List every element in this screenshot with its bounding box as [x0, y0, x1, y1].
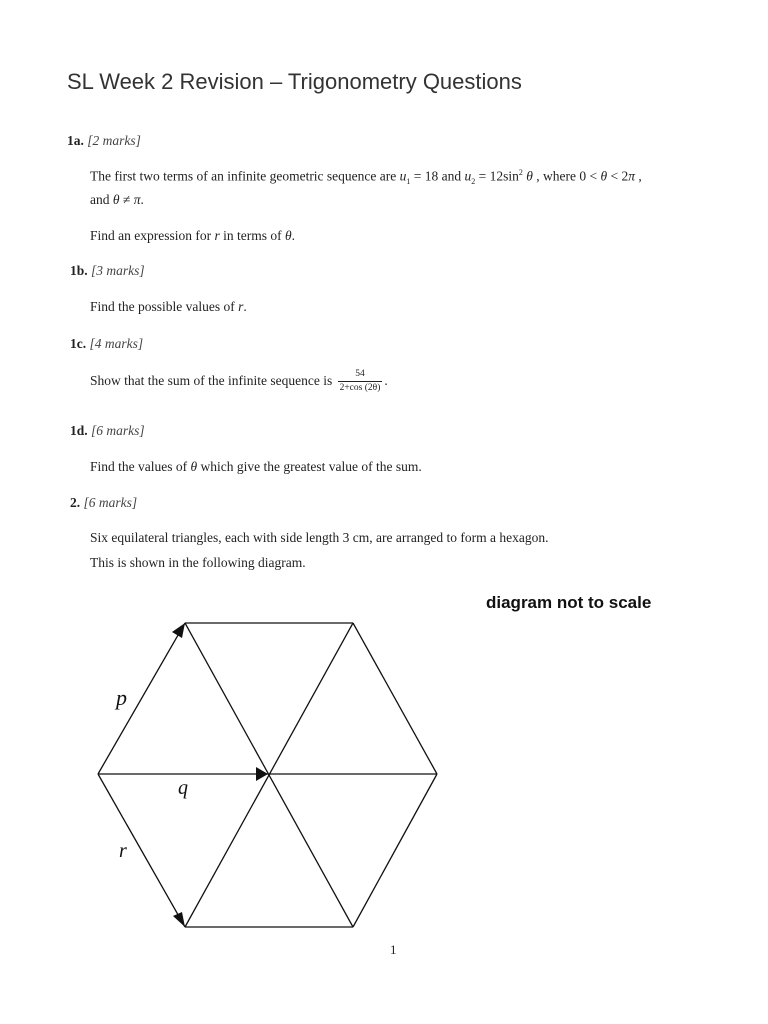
- question-1a-line-1: The first two terms of an infinite geometric sequence are $u_1 = 18$ and $u_2 = 12\sin^2$ θ , where 0 < θ < 2π ,: [90, 168, 642, 187]
- arrowhead-r: [173, 912, 185, 927]
- question-2-line-2: This is shown in the following diagram.: [90, 555, 306, 570]
- question-2-line-1: Six equilateral triangles, each with side length 3 cm, are arranged to form a hexagon.: [90, 530, 549, 545]
- question-1a-line-3: Find an expression for r in terms of θ.: [90, 228, 296, 243]
- marks-label: [4 marks]: [89, 336, 144, 351]
- hexagon-edge-upper-right: [353, 623, 437, 774]
- marks-label: [6 marks]: [91, 423, 145, 438]
- question-1b-text: Find the possible values of r.: [90, 299, 247, 314]
- hexagon-edge-lower-left: [98, 774, 185, 927]
- question-number: 1b.: [70, 263, 88, 278]
- question-number: 1d.: [70, 423, 88, 438]
- page-title: SL Week 2 Revision – Trigonometry Questions: [67, 69, 522, 94]
- question-number: 1a.: [67, 133, 84, 148]
- vector-label-q: q: [178, 777, 188, 799]
- page-number: 1: [390, 942, 397, 957]
- sum-fraction: $\frac{54}{2+\cos (2\theta)}$: [339, 369, 381, 394]
- marks-label: [3 marks]: [91, 263, 145, 278]
- vector-label-r: r: [119, 840, 127, 862]
- hexagon-edge-lower-right: [353, 774, 437, 927]
- question-number: 2.: [70, 495, 81, 510]
- question-1d-text: Find the values of θ which give the greatest value of the sum.: [90, 459, 422, 474]
- question-1c-text: Show that the sum of the infinite sequence is $\frac{54}{2+\cos (2\theta)}$ .: [90, 369, 388, 394]
- arrowhead-p: [172, 623, 185, 638]
- hexagon-edge-upper-left: [98, 623, 185, 774]
- question-1a-line-2: and θ ≠ π.: [90, 192, 144, 207]
- diagram-note: diagram not to scale: [486, 593, 652, 612]
- marks-label: [6 marks]: [83, 495, 138, 510]
- vector-label-p: p: [116, 685, 127, 710]
- marks-label: [2 marks]: [87, 133, 141, 148]
- question-number: 1c.: [70, 336, 87, 351]
